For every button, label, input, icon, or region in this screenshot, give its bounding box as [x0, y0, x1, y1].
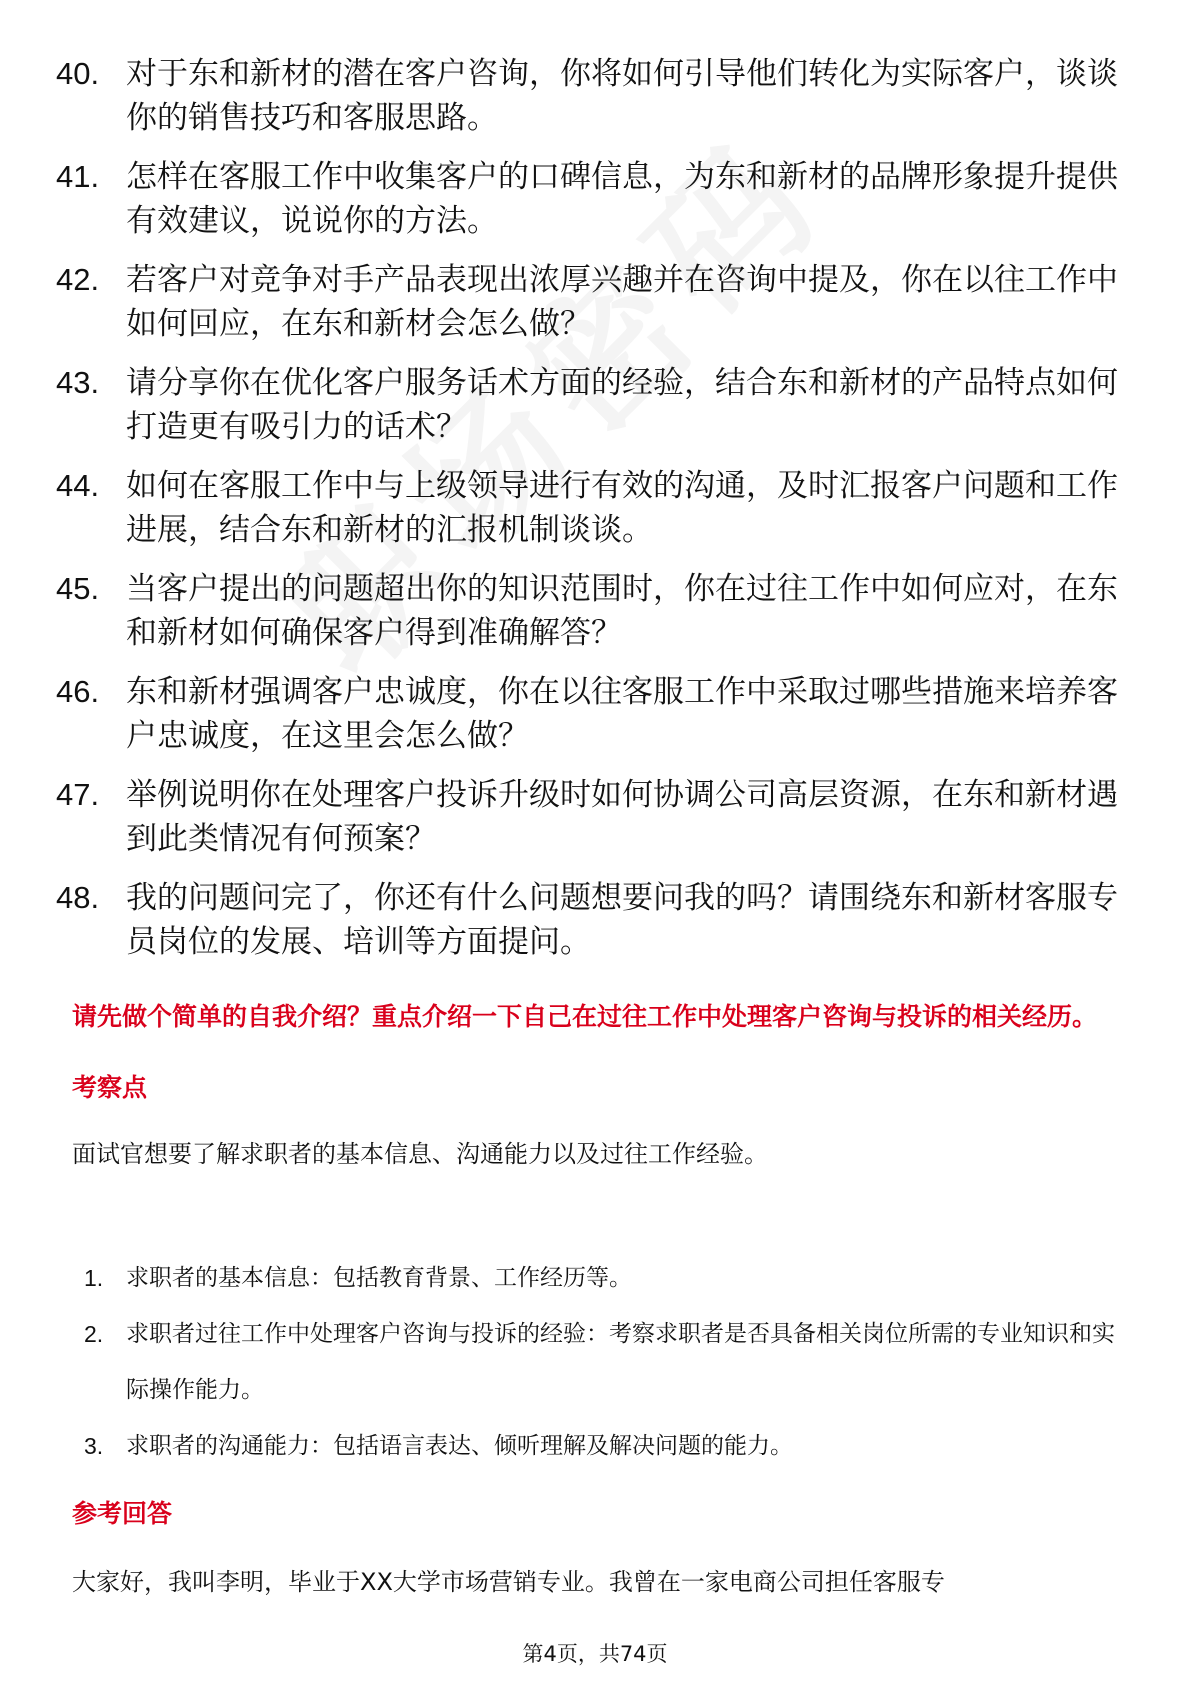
question-text: 怎样在客服工作中收集客户的口碑信息，为东和新材的品牌形象提升提供有效建议，说说你的方法。: [126, 159, 1118, 239]
list-number: 2.: [84, 1321, 104, 1347]
question-number: 47.: [56, 777, 100, 812]
question-item: [56, 567, 1136, 655]
question-item: [56, 670, 1136, 758]
page-number: 第4页，共74页: [522, 1642, 668, 1666]
assessment-points: [84, 1250, 1124, 1474]
question-text: 请分享你在优化客户服务话术方面的经验，结合东和新材的产品特点如何打造更有吸引力的话术？: [126, 365, 1118, 445]
question-item: [56, 773, 1136, 861]
question-item: [56, 361, 1136, 449]
list-text: 求职者过往工作中处理客户咨询与投诉的经验：考察求职者是否具备相关岗位所需的专业知识和实际操作能力。: [126, 1321, 1115, 1403]
reference-title: 参考回答: [72, 1499, 173, 1528]
question-list: [56, 52, 1136, 979]
question-text: 对于东和新材的潜在客户咨询，你将如何引导他们转化为实际客户，谈谈你的销售技巧和客服思路。: [126, 56, 1118, 136]
question-number: 46.: [56, 674, 100, 709]
question-number: 48.: [56, 880, 100, 915]
question-number: 43.: [56, 365, 100, 400]
question-text: 我的问题问完了，你还有什么问题想要问我的吗？请围绕东和新材客服专员岗位的发展、培训等方面提问。: [126, 880, 1118, 960]
assessment-intro: 面试官想要了解求职者的基本信息、沟通能力以及过往工作经验。: [72, 1140, 768, 1168]
question-item: [56, 155, 1136, 243]
question-number: 45.: [56, 571, 100, 606]
reference-answer: 大家好，我叫李明，毕业于XX大学市场营销专业。我曾在一家电商公司担任客服专: [72, 1568, 945, 1596]
question-text: 举例说明你在处理客户投诉升级时如何协调公司高层资源，在东和新材遇到此类情况有何预案？: [126, 777, 1118, 857]
list-item: [84, 1306, 1124, 1418]
question-number: 41.: [56, 159, 100, 194]
list-number: 1.: [84, 1265, 104, 1291]
question-text: 若客户对竞争对手产品表现出浓厚兴趣并在咨询中提及，你在以往工作中如何回应，在东和新材会怎么做？: [126, 262, 1118, 342]
list-number: 3.: [84, 1433, 104, 1459]
list-item: [84, 1418, 1124, 1474]
list-item: [84, 1250, 1124, 1306]
question-item: [56, 258, 1136, 346]
question-number: 40.: [56, 56, 100, 91]
question-item: [56, 876, 1136, 964]
question-number: 42.: [56, 262, 100, 297]
question-item: [56, 52, 1136, 140]
question-number: 44.: [56, 468, 100, 503]
question-text: 东和新材强调客户忠诚度，你在以往客服工作中采取过哪些措施来培养客户忠诚度，在这里会怎么做？: [126, 674, 1118, 754]
featured-question: 请先做个简单的自我介绍？重点介绍一下自己在过往工作中处理客户咨询与投诉的相关经历。: [72, 1002, 1098, 1031]
list-text: 求职者的沟通能力：包括语言表达、倾听理解及解决问题的能力。: [126, 1433, 793, 1459]
question-text: 如何在客服工作中与上级领导进行有效的沟通，及时汇报客户问题和工作进展，结合东和新材的汇报机制谈谈。: [126, 468, 1118, 548]
question-item: [56, 464, 1136, 552]
assessment-title: 考察点: [72, 1073, 148, 1102]
list-text: 求职者的基本信息：包括教育背景、工作经历等。: [126, 1265, 632, 1291]
question-text: 当客户提出的问题超出你的知识范围时，你在过往工作中如何应对，在东和新材如何确保客户得到准确解答？: [126, 571, 1118, 651]
